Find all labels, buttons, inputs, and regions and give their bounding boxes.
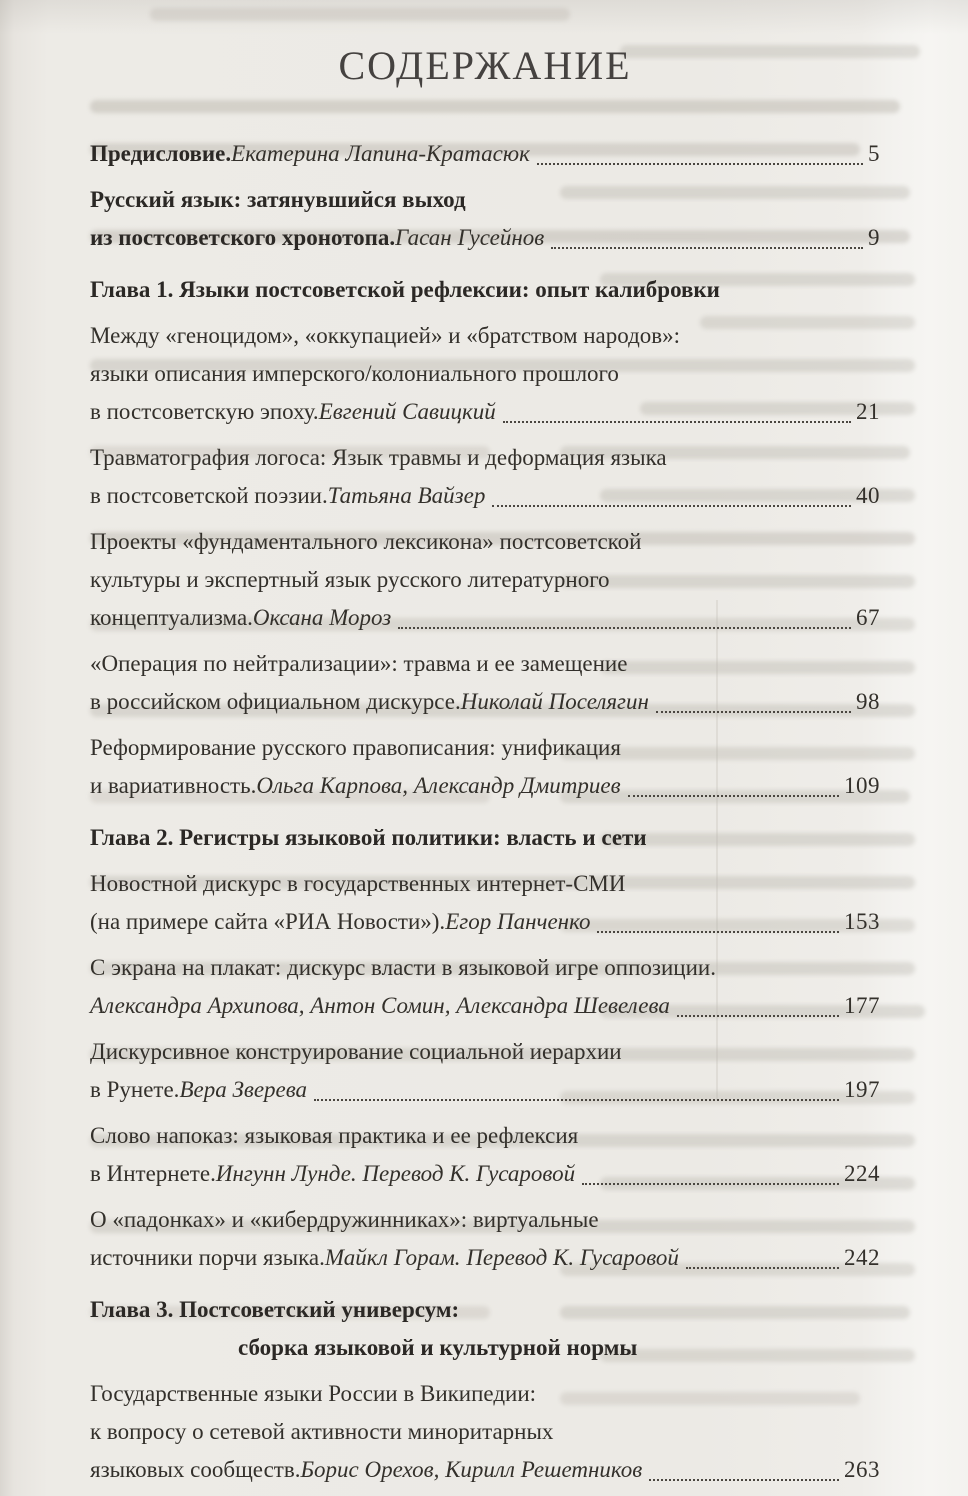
page-number: 67 <box>856 605 880 630</box>
toc-line <box>90 439 880 477</box>
page-number: 263 <box>844 1457 880 1482</box>
toc-line <box>90 561 880 599</box>
entry-title-text: в Рунете. <box>90 1077 180 1102</box>
toc-line <box>90 317 880 355</box>
entry-title-text: (на примере сайта «РИА Новости»). <box>90 909 446 934</box>
entry-title-text: в Интернете. <box>90 1161 216 1186</box>
page-title: СОДЕРЖАНИЕ <box>338 43 632 88</box>
entry-title-text: Между «геноцидом», «оккупацией» и «братством народов»: <box>90 323 681 348</box>
entry-title-text: языки описания имперского/колониального прошлого <box>90 361 619 386</box>
entry-title-text: Слово напоказ: языковая практика и ее рефлексия <box>90 1123 579 1148</box>
dot-leader <box>656 711 851 713</box>
toc-line <box>90 1291 880 1329</box>
page-number: 21 <box>856 399 880 424</box>
toc-line <box>90 1033 880 1071</box>
dot-leader <box>677 1015 839 1017</box>
toc-entry <box>90 135 880 173</box>
toc-entry <box>90 729 880 805</box>
dot-leader <box>503 421 851 423</box>
entry-title-text: Предисловие. <box>90 141 232 166</box>
dot-leader <box>398 627 851 629</box>
toc-line <box>90 1375 880 1413</box>
entry-title-text: к вопросу о сетевой активности миноритарных <box>90 1419 554 1444</box>
toc-line <box>90 1239 880 1277</box>
dot-leader <box>537 163 863 165</box>
page-number: 40 <box>856 483 880 508</box>
chapter-heading <box>90 1291 880 1367</box>
toc-line <box>90 903 880 941</box>
chapter-title-text: Глава 1. Языки постсоветской рефлексии: опыт калибровки <box>90 277 720 302</box>
page-number: 9 <box>868 225 880 250</box>
toc-line <box>90 1071 880 1109</box>
entry-title-text: из постсоветского хронотопа. <box>90 225 396 250</box>
toc-line <box>90 987 880 1025</box>
entry-author: Вера Зверева <box>179 1077 308 1102</box>
toc-line <box>90 523 880 561</box>
page-number: 224 <box>844 1161 880 1186</box>
entry-title-text: Новостной дискурс в государственных интернет-СМИ <box>90 871 626 896</box>
entry-title-text: языковых сообществ. <box>90 1457 301 1482</box>
dot-leader <box>492 505 851 507</box>
dot-leader <box>314 1099 839 1101</box>
chapter-title-text: Глава 3. Постсоветский универсум: <box>90 1297 460 1322</box>
entry-title-text: Проекты «фундаментального лексикона» постсоветской <box>90 529 642 554</box>
entry-title-text: в постсоветской поэзии. <box>90 483 328 508</box>
chapter-heading <box>90 271 880 309</box>
page-number: 109 <box>844 773 880 798</box>
toc-line <box>90 819 880 857</box>
entry-author: Николай Поселягин <box>460 689 649 714</box>
entry-author: Егор Панченко <box>445 909 591 934</box>
entry-author: Александра Архипова, Антон Сомин, Александра Шевелева <box>90 993 670 1018</box>
dot-leader <box>551 247 863 249</box>
entry-title-text: культуры и экспертный язык русского литературного <box>90 567 610 592</box>
entry-title-text: в постсоветскую эпоху. <box>90 399 319 424</box>
toc-line <box>90 1413 880 1451</box>
chapter-title-text: Глава 2. Регистры языковой политики: власть и сети <box>90 825 647 850</box>
entry-title-text: источники порчи языка. <box>90 1245 325 1270</box>
toc-line <box>90 865 880 903</box>
toc-line <box>90 393 880 431</box>
page-number: 242 <box>844 1245 880 1270</box>
toc-line <box>90 1451 880 1489</box>
table-of-contents <box>90 135 880 1489</box>
page-number: 98 <box>856 689 880 714</box>
dot-leader <box>686 1267 839 1269</box>
toc-line <box>90 767 880 805</box>
entry-author: Ингунн Лунде. Перевод К. Гусаровой <box>215 1161 576 1186</box>
entry-author: Оксана Мороз <box>252 605 392 630</box>
page-number: 197 <box>844 1077 880 1102</box>
toc-entry <box>90 949 880 1025</box>
toc-line <box>90 1201 880 1239</box>
page-number: 5 <box>868 141 880 166</box>
entry-title-text: в российском официальном дискурсе. <box>90 689 461 714</box>
entry-title-text: Государственные языки России в Википедии: <box>90 1381 537 1406</box>
chapter-heading <box>90 819 880 857</box>
entry-title-text: и вариативность. <box>90 773 257 798</box>
toc-line <box>90 599 880 637</box>
entry-title-text: Дискурсивное конструирование социальной иерархии <box>90 1039 622 1064</box>
toc-entry <box>90 439 880 515</box>
toc-line <box>90 1117 880 1155</box>
entry-author: Татьяна Вайзер <box>327 483 486 508</box>
page-number: 177 <box>844 993 880 1018</box>
entry-author: Гасан Гусейнов <box>395 225 545 250</box>
dot-leader <box>582 1183 839 1185</box>
toc-entry <box>90 1033 880 1109</box>
toc-line <box>90 477 880 515</box>
toc-line <box>90 683 880 721</box>
entry-title-text: Русский язык: затянувшийся выход <box>90 187 466 212</box>
toc-entry <box>90 645 880 721</box>
toc-line <box>90 729 880 767</box>
toc-line <box>90 271 880 309</box>
entry-author: Евгений Савицкий <box>318 399 496 424</box>
toc-line <box>90 949 880 987</box>
entry-title-text: С экрана на плакат: дискурс власти в языковой игре оппозиции. <box>90 955 716 980</box>
entry-title-text: О «падонках» и «кибердружинниках»: виртуальные <box>90 1207 599 1232</box>
toc-line <box>90 181 880 219</box>
toc-line <box>90 645 880 683</box>
page-number: 153 <box>844 909 880 934</box>
entry-author: Борис Орехов, Кирилл Решетников <box>300 1457 643 1482</box>
toc-entry <box>90 181 880 257</box>
chapter-title-text: сборка языковой и культурной нормы <box>238 1335 638 1360</box>
toc-line <box>90 219 880 257</box>
toc-line <box>90 1329 880 1367</box>
toc-entry <box>90 1201 880 1277</box>
entry-author: Майкл Горам. Перевод К. Гусаровой <box>324 1245 679 1270</box>
toc-line <box>90 1155 880 1193</box>
toc-line <box>90 355 880 393</box>
entry-author: Екатерина Лапина-Кратасюк <box>231 141 530 166</box>
dot-leader <box>597 931 839 933</box>
toc-entry <box>90 523 880 637</box>
entry-title-text: Травматография логоса: Язык травмы и деформация языка <box>90 445 667 470</box>
entry-title-text: концептуализма. <box>90 605 253 630</box>
toc-line <box>90 135 880 173</box>
entry-title-text: Реформирование русского правописания: унификация <box>90 735 621 760</box>
toc-entry <box>90 1375 880 1489</box>
dot-leader <box>649 1479 839 1481</box>
dot-leader <box>628 795 839 797</box>
toc-entry <box>90 1117 880 1193</box>
entry-title-text: «Операция по нейтрализации»: травма и ее замещение <box>90 651 628 676</box>
toc-entry <box>90 317 880 431</box>
toc-entry <box>90 865 880 941</box>
entry-author: Ольга Карпова, Александр Дмитриев <box>256 773 621 798</box>
